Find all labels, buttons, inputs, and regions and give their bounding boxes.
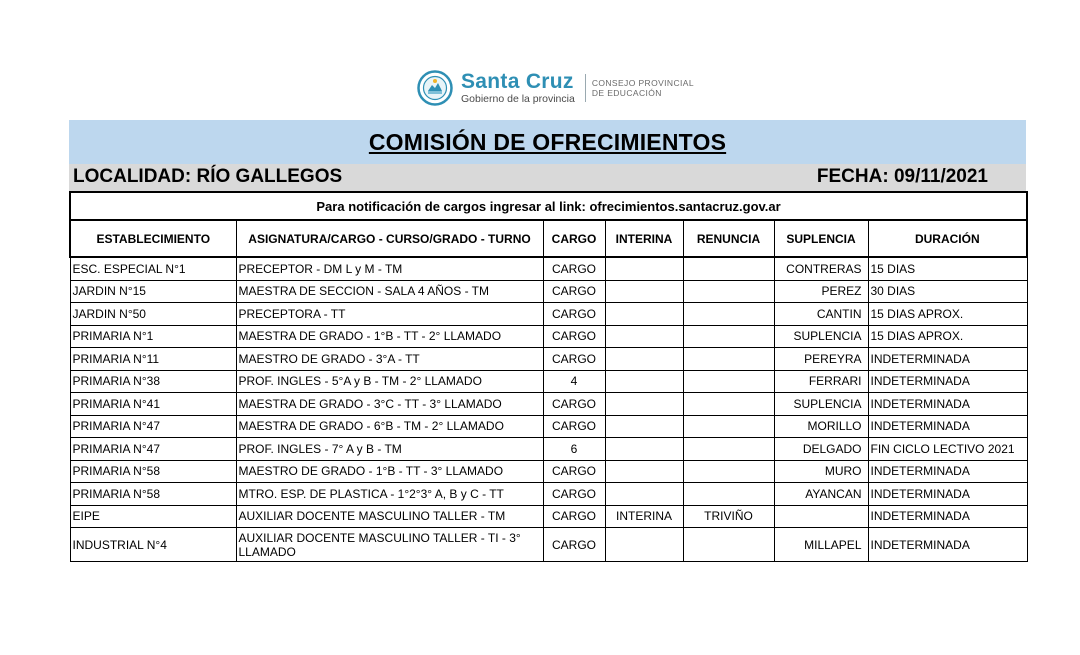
cell-asignatura: MAESTRA DE GRADO - 1°B - TT - 2° LLAMADO [236, 325, 543, 348]
brand-subtitle: Gobierno de la provincia [461, 92, 575, 105]
cell-renuncia [683, 415, 774, 438]
cell-renuncia: TRIVIÑO [683, 505, 774, 528]
table-row [70, 460, 1027, 483]
cell-establecimiento: PRIMARIA N°38 [70, 370, 236, 393]
cell-interina [605, 325, 683, 348]
cell-renuncia [683, 348, 774, 371]
cell-cargo: CARGO [543, 483, 605, 506]
cell-duracion: FIN CICLO LECTIVO 2021 [868, 438, 1027, 461]
cell-suplencia: SUPLENCIA [774, 325, 868, 348]
cell-interina [605, 370, 683, 393]
cell-duracion: 30 DIAS [868, 280, 1027, 303]
cell-duracion: INDETERMINADA [868, 528, 1027, 562]
cell-asignatura: PRECEPTORA - TT [236, 303, 543, 326]
table-row [70, 370, 1027, 393]
column-header: INTERINA [605, 220, 683, 257]
localidad-label: LOCALIDAD: RÍO GALLEGOS [73, 166, 343, 187]
cell-suplencia: CONTRERAS [774, 257, 868, 280]
cell-suplencia: MORILLO [774, 415, 868, 438]
cell-suplencia: CANTIN [774, 303, 868, 326]
cell-asignatura: MAESTRA DE GRADO - 6°B - TM - 2° LLAMADO [236, 415, 543, 438]
cell-cargo: CARGO [543, 280, 605, 303]
cell-renuncia [683, 303, 774, 326]
council-line-1: CONSEJO PROVINCIAL [591, 78, 694, 88]
table-row [70, 303, 1027, 326]
cell-renuncia [683, 325, 774, 348]
cell-cargo: CARGO [543, 303, 605, 326]
cell-cargo: CARGO [543, 348, 605, 371]
cell-duracion: INDETERMINADA [868, 505, 1027, 528]
cell-interina [605, 415, 683, 438]
cell-establecimiento: PRIMARIA N°41 [70, 393, 236, 416]
cell-cargo: CARGO [543, 528, 605, 562]
cell-suplencia: MURO [774, 460, 868, 483]
cell-interina [605, 460, 683, 483]
cell-asignatura: MTRO. ESP. DE PLASTICA - 1°2°3° A, B y C - TT [236, 483, 543, 506]
cell-cargo: CARGO [543, 505, 605, 528]
table-row [70, 415, 1027, 438]
cell-cargo: 6 [543, 438, 605, 461]
cell-asignatura: MAESTRO DE GRADO - 1°B - TT - 3° LLAMADO [236, 460, 543, 483]
column-header: ESTABLECIMIENTO [70, 220, 236, 257]
table-row [70, 348, 1027, 371]
cell-establecimiento: PRIMARIA N°58 [70, 460, 236, 483]
cell-asignatura: PROF. INGLES - 5°A y B - TM - 2° LLAMADO [236, 370, 543, 393]
column-header: ASIGNATURA/CARGO - CURSO/GRADO - TURNO [236, 220, 543, 257]
cell-establecimiento: JARDIN N°15 [70, 280, 236, 303]
cell-interina [605, 280, 683, 303]
cell-interina [605, 257, 683, 280]
notice-row [70, 192, 1027, 220]
cell-establecimiento: PRIMARIA N°1 [70, 325, 236, 348]
cell-suplencia [774, 505, 868, 528]
title-band [69, 120, 1026, 164]
cell-interina [605, 483, 683, 506]
notice-text: Para notificación de cargos ingresar al link: ofrecimientos.santacruz.gov.ar [70, 192, 1027, 220]
cell-cargo: CARGO [543, 257, 605, 280]
column-header: CARGO [543, 220, 605, 257]
header-logo [417, 66, 694, 110]
cell-duracion: 15 DIAS APROX. [868, 325, 1027, 348]
cell-establecimiento: JARDIN N°50 [70, 303, 236, 326]
offers-table [69, 191, 1028, 562]
fecha-label: FECHA: 09/11/2021 [816, 166, 988, 187]
cell-cargo: CARGO [543, 415, 605, 438]
cell-establecimiento: INDUSTRIAL N°4 [70, 528, 236, 562]
cell-interina [605, 348, 683, 371]
cell-interina: INTERINA [605, 505, 683, 528]
table-row [70, 257, 1027, 280]
cell-duracion: 15 DIAS APROX. [868, 303, 1027, 326]
logo-divider [585, 74, 586, 102]
column-header: DURACIÓN [868, 220, 1027, 257]
cell-suplencia: DELGADO [774, 438, 868, 461]
cell-renuncia [683, 257, 774, 280]
cell-suplencia: MILLAPEL [774, 528, 868, 562]
cell-establecimiento: PRIMARIA N°47 [70, 415, 236, 438]
column-header: RENUNCIA [683, 220, 774, 257]
council-name [592, 78, 694, 98]
cell-interina [605, 393, 683, 416]
cell-establecimiento: ESC. ESPECIAL N°1 [70, 257, 236, 280]
cell-asignatura: AUXILIAR DOCENTE MASCULINO TALLER - TM [236, 505, 543, 528]
cell-asignatura: PRECEPTOR - DM L y M - TM [236, 257, 543, 280]
cell-asignatura: MAESTRA DE SECCION - SALA 4 AÑOS - TM [236, 280, 543, 303]
cell-renuncia [683, 483, 774, 506]
santa-cruz-emblem-icon [417, 70, 453, 106]
cell-renuncia [683, 280, 774, 303]
cell-asignatura: PROF. INGLES - 7° A y B - TM [236, 438, 543, 461]
cell-cargo: CARGO [543, 325, 605, 348]
cell-duracion: 15 DIAS [868, 257, 1027, 280]
cell-renuncia [683, 393, 774, 416]
cell-renuncia [683, 528, 774, 562]
cell-asignatura: MAESTRA DE GRADO - 3°C - TT - 3° LLAMADO [236, 393, 543, 416]
cell-suplencia: PEREZ [774, 280, 868, 303]
cell-cargo: 4 [543, 370, 605, 393]
cell-establecimiento: PRIMARIA N°11 [70, 348, 236, 371]
cell-interina [605, 303, 683, 326]
table-row [70, 438, 1027, 461]
cell-interina [605, 438, 683, 461]
brand-name: Santa Cruz [461, 69, 574, 93]
table-row [70, 528, 1027, 562]
cell-duracion: INDETERMINADA [868, 460, 1027, 483]
cell-duracion: INDETERMINADA [868, 415, 1027, 438]
cell-duracion: INDETERMINADA [868, 370, 1027, 393]
cell-interina [605, 528, 683, 562]
cell-renuncia [683, 370, 774, 393]
cell-cargo: CARGO [543, 460, 605, 483]
cell-duracion: INDETERMINADA [868, 348, 1027, 371]
cell-duracion: INDETERMINADA [868, 393, 1027, 416]
table-row [70, 505, 1027, 528]
column-header: SUPLENCIA [774, 220, 868, 257]
table-row [70, 483, 1027, 506]
cell-establecimiento: EIPE [70, 505, 236, 528]
cell-suplencia: AYANCAN [774, 483, 868, 506]
table-row [70, 393, 1027, 416]
table-row [70, 280, 1027, 303]
cell-suplencia: SUPLENCIA [774, 393, 868, 416]
table-row [70, 325, 1027, 348]
cell-duracion: INDETERMINADA [868, 483, 1027, 506]
cell-suplencia: PEREYRA [774, 348, 868, 371]
cell-suplencia: FERRARI [774, 370, 868, 393]
cell-establecimiento: PRIMARIA N°58 [70, 483, 236, 506]
cell-establecimiento: PRIMARIA N°47 [70, 438, 236, 461]
cell-renuncia [683, 460, 774, 483]
page-title: COMISIÓN DE OFRECIMIENTOS [368, 128, 727, 155]
cell-asignatura: AUXILIAR DOCENTE MASCULINO TALLER - TI - 3° LLAMADO [236, 528, 543, 562]
location-band [69, 164, 1026, 191]
table-header-row [70, 220, 1027, 257]
council-line-2: DE EDUCACIÓN [591, 88, 662, 98]
cell-cargo: CARGO [543, 393, 605, 416]
cell-renuncia [683, 438, 774, 461]
cell-asignatura: MAESTRO DE GRADO - 3°A - TT [236, 348, 543, 371]
